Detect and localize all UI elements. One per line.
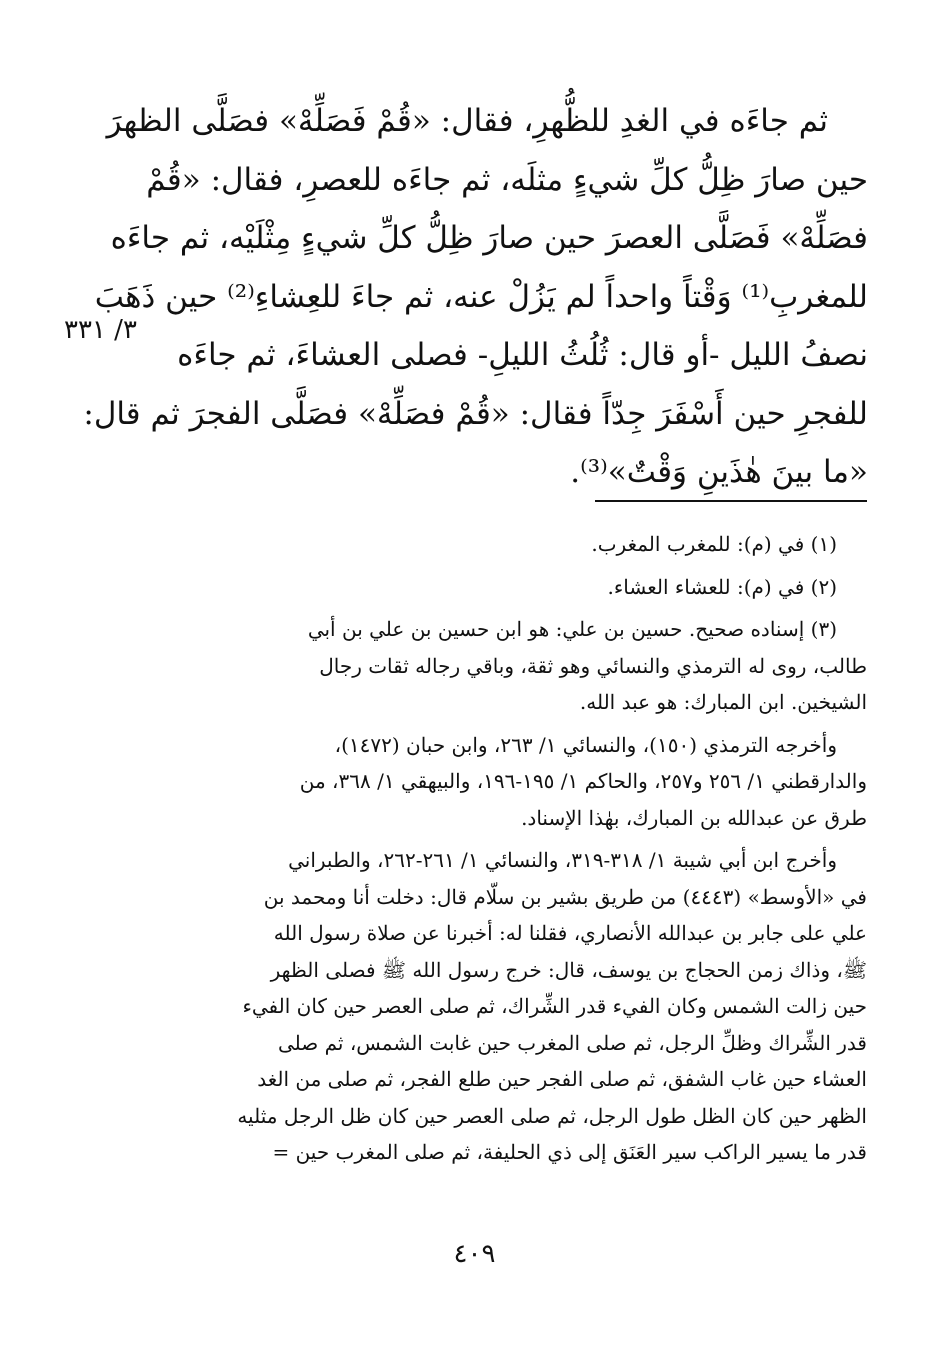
main-text-line: فصَلِّهْ» فَصَلَّى العصرَ حين صارَ ظِلُّ كلِّ شيءٍ مِثْلَيْه، ثم جاءَه	[110, 220, 868, 256]
footnote-line: قدر الشِّراك وظلِّ الرجل، ثم صلى المغرب حين غابت الشمس، ثم صلى	[277, 1030, 867, 1055]
footnote-3-paragraph-3	[152, 842, 867, 1171]
main-text-line: للمغربِ⁽¹⁾ وَقْتاً واحداً لم يَزُلْ عنه، ثم جاءَ للعِشاءِ⁽²⁾ حين ذَهَبَ	[94, 278, 868, 315]
footnote-line: حين زالت الشمس وكان الفيء قدر الشِّراك، ثم صلى العصر حين كان الفيء	[242, 994, 867, 1018]
main-text-line: للفجرِ حين أَسْفَرَ جِدّاً فقال: «قُمْ فصَلِّهْ» فصَلَّى الفجرَ ثم قال:	[83, 395, 868, 432]
main-text-line: حين صارَ ظِلُّ كلِّ شيءٍ مثلَه، ثم جاءَه للعصرِ، فقال: «قُمْ	[146, 161, 868, 198]
page-number: ٤٠٩	[453, 1239, 496, 1269]
footnote-line: الشيخين. ابن المبارك: هو عبد الله.	[579, 690, 867, 714]
footnote-line: (١) في (م): للمغرب المغرب.	[591, 532, 837, 556]
footnote-line: ﷺ، وذاك زمن الحجاج بن يوسف، قال: خرج رسول الله ﷺ فصلى الظهر	[270, 957, 867, 982]
footnote-line: وأخرج ابن أبي شيبة ١/ ٣١٨-٣١٩، والنسائي ١/ ٢٦١-٢٦٢، والطبراني	[288, 848, 837, 872]
footnote-line: علي على جابر بن عبدالله الأنصاري، فقلنا له: أخبرنا عن صلاة رسول الله	[273, 921, 867, 945]
footnote-line: الظهر حين كان الظل طول الرجل، ثم صلى العصر حين كان ظل الرجل مثليه	[237, 1103, 867, 1128]
footnote-line: والدارقطني ١/ ٢٥٦ و٢٥٧، والحاكم ١/ ١٩٥-١٩٦، والبيهقي ١/ ٣٦٨، من	[299, 769, 867, 793]
footnote-line: وأخرجه الترمذي (١٥٠)، والنسائي ١/ ٢٦٣، وابن حبان (١٤٧٢)،	[334, 732, 837, 757]
footnote-line: في «الأوسط» (٤٤٤٣) من طريق بشير بن سلّام قال: دخلت أنا ومحمد بن	[263, 884, 867, 909]
footnote-line: (٢) في (م): للعشاء العشاء.	[607, 574, 837, 599]
main-text-line: ثم جاءَه في الغدِ للظُّهرِ، فقال: «قُمْ فَصَلِّهْ» فصَلَّى الظهرَ	[106, 103, 828, 139]
footnote-2	[152, 569, 867, 606]
footnote-line: قدر ما يسير الراكب سير العَنَق إلى ذي الحليفة، ثم صلى المغرب حين =	[272, 1140, 867, 1164]
footnote-3	[152, 611, 867, 721]
footnote-line: طرق عن عبدالله بن المبارك، بهٰذا الإسناد.	[521, 805, 867, 830]
footnote-line: العشاء حين غاب الشفق، ثم صلى الفجر حين طلع الفجر، ثم صلى من الغد	[257, 1067, 867, 1091]
footnote-line: طالب، روى له الترمذي والنسائي وهو ثقة، وباقي رجاله ثقات رجال	[319, 653, 867, 678]
footnote-line: (٣) إسناده صحيح. حسين بن علي: هو ابن حسين بن علي بن أبي	[307, 617, 837, 641]
margin-reference: ٣/ ٣٣١	[64, 315, 137, 345]
footnote-separator	[595, 500, 867, 502]
footnotes	[152, 526, 867, 1177]
footnote-1	[152, 526, 867, 563]
main-text-line: نصفُ الليل -أو قال: ثُلُثُ الليلِ- فصلى العشاءَ، ثم جاءَه	[177, 337, 868, 373]
main-text-line: «ما بينَ هٰذَينِ وَقْتٌ»⁽³⁾.	[570, 454, 868, 490]
footnote-3-paragraph-2	[152, 727, 867, 837]
